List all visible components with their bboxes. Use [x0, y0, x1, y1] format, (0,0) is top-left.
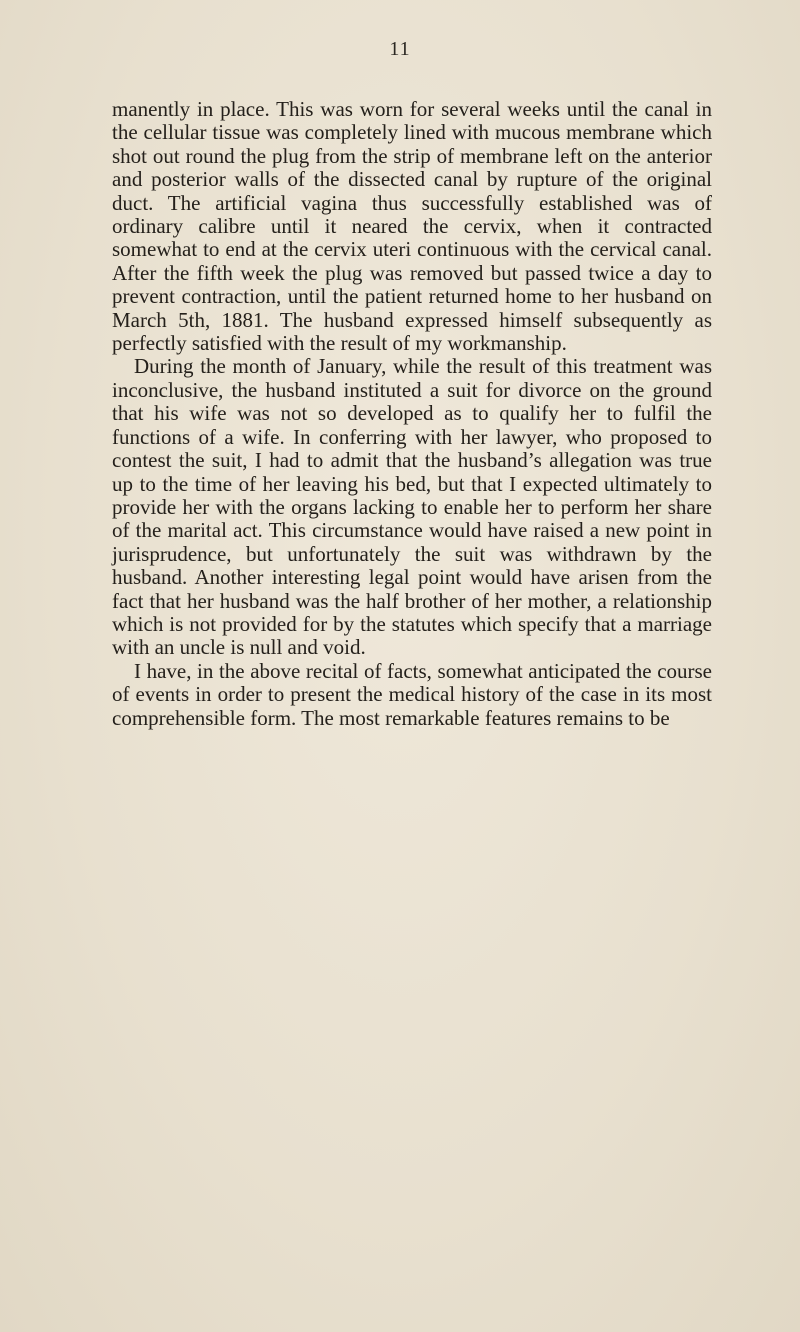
page-number: 11: [389, 38, 411, 60]
paragraph-2: During the month of January, while the result of this treatment was inconclusive, the husband instituted a suit for divorce on the ground that his wife was not so developed as to qualify her to fulfil the functions of a wife. In conferring with her lawyer, who proposed to contest the suit, I had to admit that the husband’s allegation was true up to the time of her leaving his bed, but that I expected ultimately to provide her with the organs lacking to enable her to perform her share of the marital act. This circumstance would have raised a new point in jurisprudence, but unfortunately the suit was withdrawn by the husband. Another interesting legal point would have arisen from the fact that her husband was the half brother of her mother, a relationship which is not provided for by the statutes which specify that a marriage with an uncle is null and void.: [112, 354, 712, 660]
paragraph-1: manently in place. This was worn for several weeks until the canal in the cellular tissue was completely lined with mucous membrane which shot out round the plug from the strip of membrane left on the anterior and posterior walls of the dissected canal by rupture of the original duct. The artificial vagina thus successfully established was of ordinary calibre until it neared the cervix, when it contracted somewhat to end at the cervix uteri continuous with the cervical canal. After the fifth week the plug was removed but passed twice a day to prevent contraction, until the patient returned home to her husband on March 5th, 1881. The husband expressed himself subsequently as perfectly satisfied with the result of my workmanship.: [112, 97, 712, 356]
body-text: [112, 98, 712, 730]
paragraph-3: I have, in the above recital of facts, somewhat anticipated the course of events in order to present the medical history of the case in its most comprehensible form. The most remarkable features remains to be: [112, 658, 712, 730]
